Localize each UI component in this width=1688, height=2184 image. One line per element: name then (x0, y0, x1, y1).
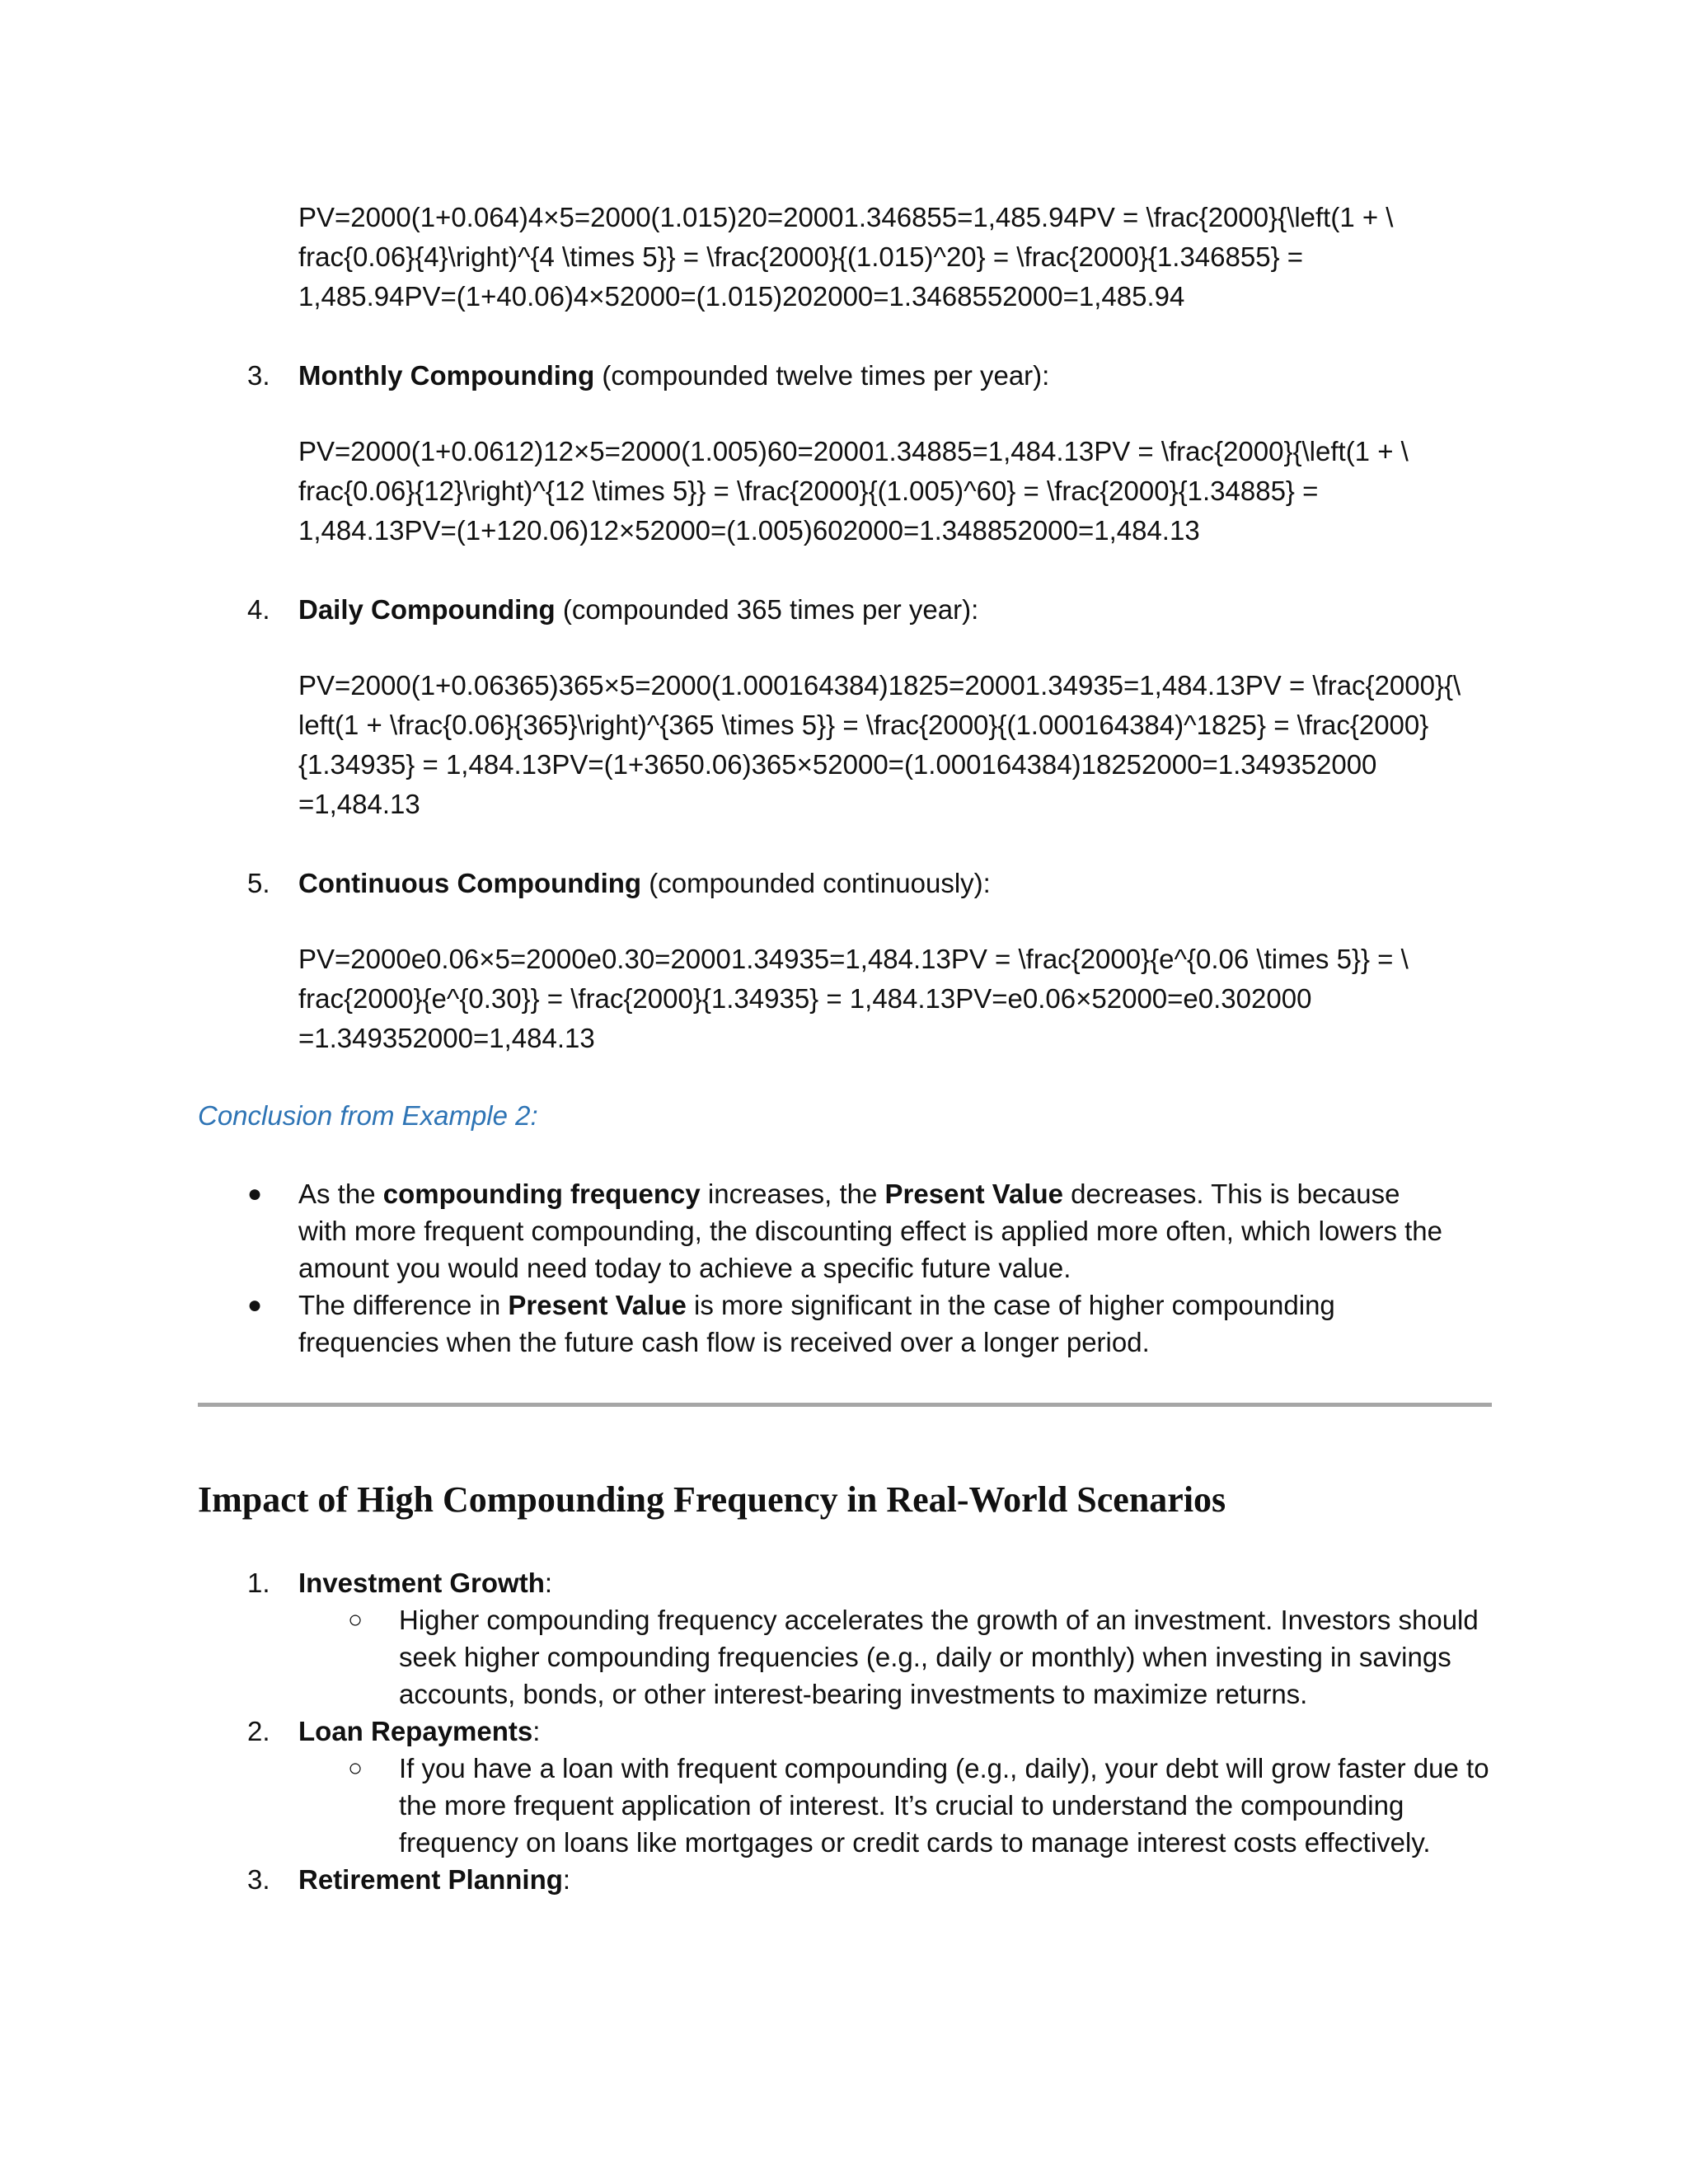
item-description: (compounded continuously): (641, 868, 991, 898)
list-number: 1. (247, 1568, 270, 1598)
list-item-monthly (247, 356, 1049, 396)
circle-bullet-icon: ○ (348, 1606, 363, 1633)
list-number: 4. (247, 594, 270, 625)
formula-line: 1,485.94PV=(1+40.06)4×52000=(1.015)202000=1.3468552000=1,485.94 (298, 281, 1185, 312)
list-number: 3. (247, 360, 270, 391)
formula-line: PV=2000(1+0.064)4×5=2000(1.015)20=20001.346855=1,485.94PV = \frac{2000}{\left(1 + \ (298, 202, 1394, 232)
bullet-icon: ● (247, 1291, 263, 1319)
list-number: 2. (247, 1716, 270, 1746)
text-run: is more significant in the case of higher compounding frequencies when the future cash flow is received over a longer period. (298, 1290, 1335, 1357)
formula-line: PV=2000(1+0.06365)365×5=2000(1.000164384)1825=20001.34935=1,484.13PV = \frac{2000}{\ (298, 670, 1461, 701)
quarterly-formula (298, 198, 1485, 316)
item-title: Investment Growth (298, 1568, 545, 1598)
conclusion-heading: Conclusion from Example 2: (198, 1100, 538, 1131)
item-suffix: : (532, 1716, 541, 1746)
item-title: Retirement Planning (298, 1864, 563, 1895)
bold-run: Present Value (884, 1179, 1063, 1209)
text-run: decreases. This is because with more frequent compounding, the discounting effect is applied more often, which lowers the amount you would need today to achieve a specific future value. (298, 1179, 1443, 1283)
list-number: 3. (247, 1864, 270, 1895)
list-item-daily (247, 590, 978, 630)
item-description: (compounded twelve times per year): (594, 360, 1050, 391)
item-title: Loan Repayments (298, 1716, 533, 1746)
bullet-icon: ● (247, 1180, 263, 1207)
list-item (247, 1175, 1451, 1286)
list-item (247, 1713, 1492, 1750)
monthly-formula (298, 432, 1485, 551)
sub-item-text: If you have a loan with frequent compounding (e.g., daily), your debt will grow faster due to the more frequent application of interest. It’s crucial to understand the compounding frequency on loans like mortgages or credit cards to manage interest costs effectively. (399, 1753, 1489, 1858)
formula-line: PV=2000e0.06×5=2000e0.30=20001.34935=1,484.13PV = \frac{2000}{e^{0.06 \times 5}} = \ (298, 944, 1409, 974)
section-heading: Impact of High Compounding Frequency in Real-World Scenarios (198, 1479, 1226, 1520)
item-title: Monthly Compounding (298, 360, 595, 391)
list-item-continuous (247, 864, 991, 903)
circle-bullet-icon: ○ (348, 1755, 363, 1782)
formula-line: {1.34935} = 1,484.13PV=(1+3650.06)365×52000=(1.000164384)18252000=1.349352000 (298, 749, 1377, 780)
item-description: (compounded 365 times per year): (555, 594, 979, 625)
bullet-text (298, 1175, 1451, 1286)
conclusion-list (247, 1175, 1451, 1361)
bold-run: Present Value (508, 1290, 687, 1320)
horizontal-divider (198, 1403, 1492, 1407)
text-run: As the (298, 1179, 383, 1209)
sub-list-item (247, 1601, 1492, 1713)
formula-line: =1,484.13 (298, 789, 420, 819)
formula-line: frac{2000}{e^{0.30}} = \frac{2000}{1.34935} = 1,484.13PV=e0.06×52000=e0.302000 (298, 983, 1312, 1014)
list-item (247, 1861, 1492, 1898)
formula-line: PV=2000(1+0.0612)12×5=2000(1.005)60=20001.34885=1,484.13PV = \frac{2000}{\left(1 + \ (298, 436, 1409, 466)
list-number: 5. (247, 868, 270, 898)
list-item (247, 1286, 1451, 1361)
text-run: increases, the (700, 1179, 885, 1209)
bullet-text (298, 1286, 1451, 1361)
text-run: The difference in (298, 1290, 509, 1320)
item-title: Continuous Compounding (298, 868, 642, 898)
formula-line: left(1 + \frac{0.06}{365}\right)^{365 \times 5}} = \frac{2000}{(1.000164384)^1825} = \frac{2000} (298, 710, 1429, 740)
continuous-formula (298, 940, 1485, 1058)
item-suffix: : (562, 1864, 571, 1895)
sub-list-item (247, 1750, 1492, 1861)
sub-item-text: Higher compounding frequency accelerates the growth of an investment. Investors should seek higher compounding frequencies (e.g., daily or monthly) when investing in savings accounts, bonds, or other interest-bearing investments to maximize returns. (399, 1605, 1479, 1709)
formula-line: 1,484.13PV=(1+120.06)12×52000=(1.005)602000=1.348852000=1,484.13 (298, 515, 1200, 546)
item-title: Daily Compounding (298, 594, 556, 625)
formula-line: frac{0.06}{12}\right)^{12 \times 5}} = \frac{2000}{(1.005)^60} = \frac{2000}{1.34885} = (298, 476, 1319, 506)
formula-line: =1.349352000=1,484.13 (298, 1023, 595, 1053)
formula-line: frac{0.06}{4}\right)^{4 \times 5}} = \frac{2000}{(1.015)^20} = \frac{2000}{1.346855} = (298, 241, 1304, 272)
impact-list (247, 1564, 1492, 1898)
bold-run: compounding frequency (382, 1179, 701, 1209)
daily-formula (298, 666, 1485, 824)
list-item (247, 1564, 1492, 1601)
item-suffix: : (544, 1568, 553, 1598)
